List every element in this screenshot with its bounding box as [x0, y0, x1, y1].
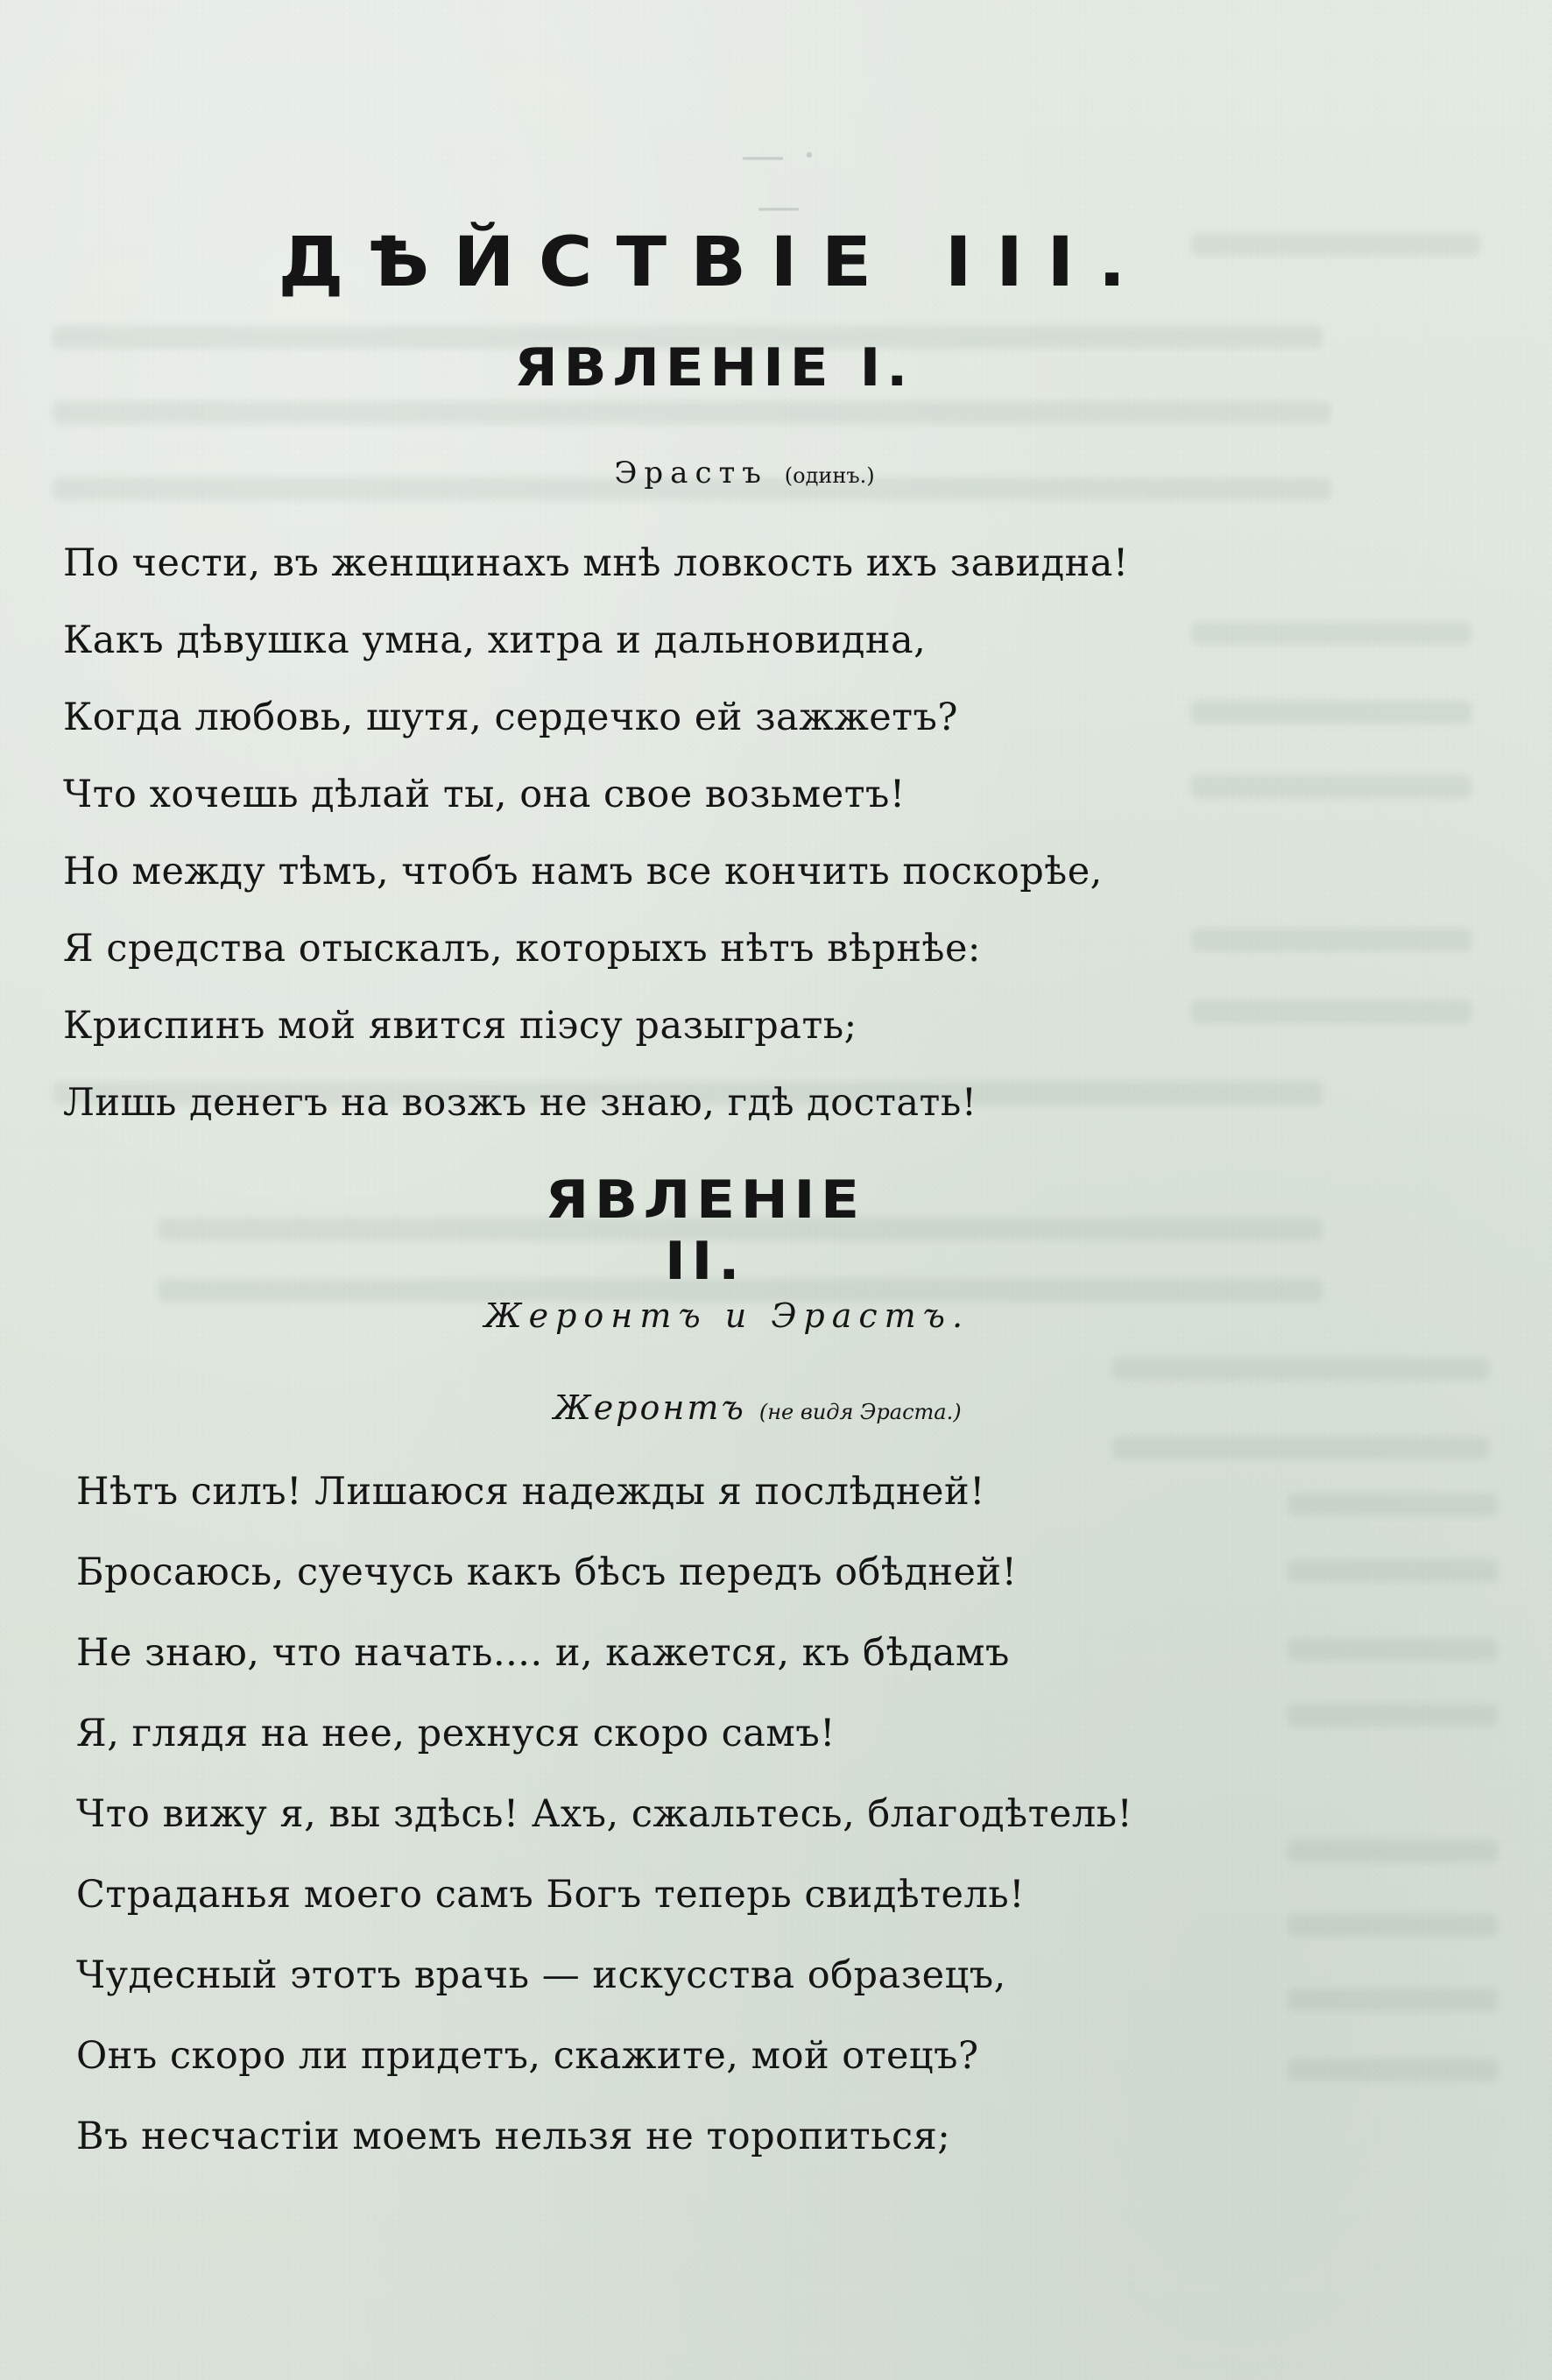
act-title: ДѢЙСТВІЕ III. [278, 223, 1150, 302]
scene1-verse-3: Когда любовь, шутя, сердечко ей зажжетъ? [63, 696, 958, 739]
scene2-speaker: Жеронтъ [554, 1388, 746, 1427]
bleed-through-page-number: — · — [741, 130, 818, 231]
scene2-characters: Жеронтъ и Эрастъ. [483, 1296, 970, 1335]
scene2-verses [76, 1472, 1390, 2197]
scene1-verse-1: По чести, въ женщинахъ мнѣ ловкость ихъ завидна! [63, 541, 1129, 585]
scene1-character: Эрастъ [614, 456, 768, 491]
scene2-speaker-line [554, 1388, 1184, 1427]
scene1-verse-4: Что хочешь дѣлай ты, она свое возьметъ! [63, 773, 906, 816]
scene2-verse-4: Я, глядя на нее, рехнуся скоро самъ! [76, 1712, 836, 1755]
scene2-verse-5: Что вижу я, вы здѣсь! Ахъ, сжальтесь, благодѣтель! [76, 1792, 1133, 1836]
scene1-direction: (одинъ.) [784, 463, 875, 488]
scene2-verse-3: Не знаю, что начать.... и, кажется, къ бѣдамъ [76, 1631, 1010, 1675]
scene2-verse-9: Въ несчастіи моемъ нельзя не торопиться; [76, 2115, 951, 2158]
scene1-character-line [582, 456, 907, 491]
scene2-direction: (не видя Эраста.) [758, 1400, 962, 1424]
scene1-verse-8: Лишь денегъ на возжъ не знаю, гдѣ достать! [63, 1081, 977, 1125]
scene1-verses [63, 543, 1342, 1160]
scene1-verse-6: Я средства отыскалъ, которыхъ нѣтъ вѣрнѣе: [63, 927, 981, 971]
scene1-verse-2: Какъ дѣвушка умна, хитра и дальновидна, [63, 618, 927, 662]
scene2-verse-2: Бросаюсь, суечусь какъ бѣсъ передъ обѣдней! [76, 1550, 1018, 1594]
scene2-verse-1: Нѣтъ силъ! Лишаюся надежды я послѣдней! [76, 1470, 985, 1514]
scene1-title: ЯВЛЕНІЕ I. [513, 337, 914, 399]
scene1-verse-7: Криспинъ мой явится піэсу разыграть; [63, 1004, 857, 1048]
scene2-verse-7: Чудесный этотъ врачь — искусства образецъ, [76, 1953, 1006, 1997]
scene2-title: ЯВЛЕНІЕ II. [545, 1169, 865, 1292]
scene2-verse-8: Онъ скоро ли придетъ, скажите, мой отецъ? [76, 2034, 979, 2078]
scene2-verse-6: Страданья моего самъ Богъ теперь свидѣтель! [76, 1873, 1025, 1917]
scene1-verse-5: Но между тѣмъ, чтобъ намъ все кончить поскорѣе, [63, 850, 1103, 893]
